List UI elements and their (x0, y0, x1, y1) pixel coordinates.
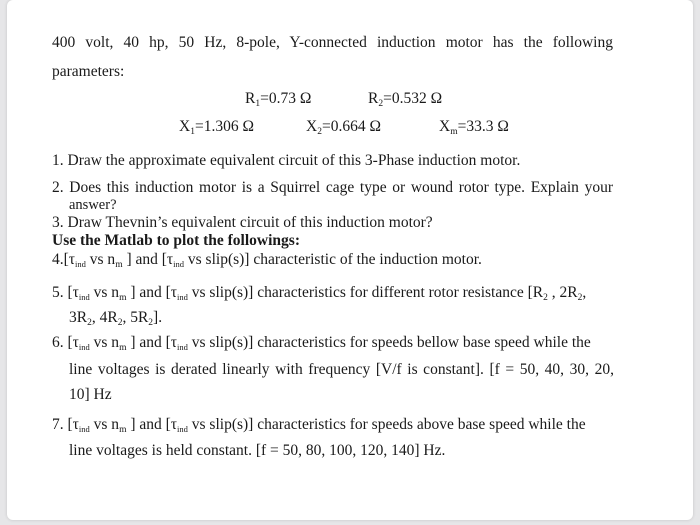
param-r1: $R_1=0.73$ Ω (245, 90, 312, 109)
param-x2: $X_2=0.664$ Ω (306, 118, 381, 137)
question-6-line-3: 10] Hz (69, 386, 112, 403)
question-6-line-2: line voltages is derated linearly with frequency [V/f is constant]. [f = 50, 40, 30, 20, (69, 361, 614, 378)
intro-line-1: 400 volt, 40 hp, 50 Hz, 8-pole, Y-connected induction motor has the following (52, 34, 613, 51)
question-6-line-1: 6. [$\tau_{ind}$ vs $n_m$ ] and [$\tau_{ind}$ vs slip(s)] characteristics for speeds bellow base speed while the (52, 334, 591, 353)
question-2-line-2: answer? (69, 197, 117, 213)
question-7-line-1: 7. [$\tau_{ind}$ vs $n_m$ ] and [$\tau_{ind}$ vs slip(s)] characteristics for speeds above base speed while the (52, 416, 586, 435)
document-page (7, 0, 693, 520)
intro-line-2: parameters: (52, 63, 125, 80)
question-4: $4.[\tau_{ind}$ vs $n_m$ ] and [$\tau_{ind}$ vs slip(s)] characteristic of the induction motor. (52, 251, 482, 270)
question-3: 3. Draw Thevnin’s equivalent circuit of this induction motor? (52, 214, 433, 231)
question-2-line-1: 2. Does this induction motor is a Squirrel cage type or wound rotor type. Explain your (52, 179, 613, 196)
question-5-line-2: $3R_2$, $4R_2$, $5R_2$]. (69, 309, 163, 328)
question-7-line-2: line voltages is held constant. [f = 50, 80, 100, 120, 140] Hz. (69, 442, 446, 459)
question-5-line-1: 5. [$\tau_{ind}$ vs $n_m$ ] and [$\tau_{ind}$ vs slip(s)] characteristics for different rotor resistance [$R_2$ , $2R_2$, (52, 284, 587, 303)
param-xm: $X_m=33.3$ Ω (439, 118, 509, 137)
param-r2: $R_2=0.532$ Ω (368, 90, 443, 109)
param-x1: $X_1=1.306$ Ω (179, 118, 254, 137)
question-1: 1. Draw the approximate equivalent circuit of this 3-Phase induction motor. (52, 152, 521, 169)
matlab-heading: Use the Matlab to plot the followings: (52, 232, 300, 249)
